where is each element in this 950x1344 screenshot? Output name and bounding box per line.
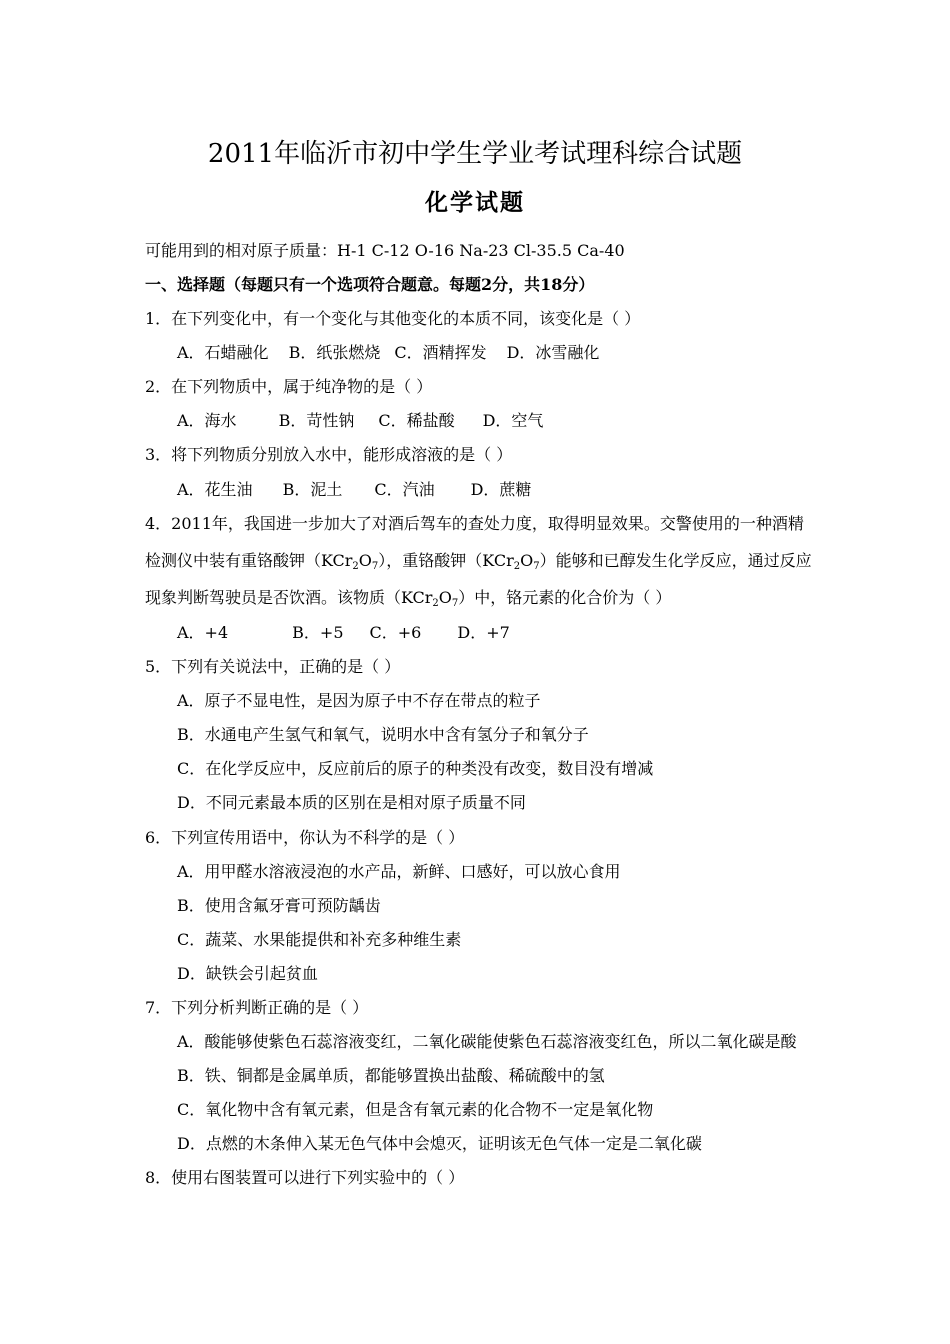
- option-b: B．泥土: [282, 480, 343, 499]
- question-7-option-a: A．酸能够使紫色石蕊溶液变红，二氧化碳能使紫色石蕊溶液变红色，所以二氧化碳是酸: [177, 1032, 797, 1051]
- question-5-option-a: A．原子不显电性，是因为原子中不存在带点的粒子: [177, 691, 541, 710]
- option-a: A．海水: [177, 411, 237, 430]
- question-1-stem: 1．在下列变化中，有一个变化与其他变化的本质不同，该变化是（ ）: [145, 309, 641, 328]
- question-4-line-3: 现象判断驾驶员是否饮酒。该物质$(KCr_2O_7)$中，铬元素的化合价为（ ）: [145, 588, 672, 609]
- question-6-option-d: D．缺铁会引起贫血: [177, 964, 318, 983]
- option-a: A．+4: [177, 623, 229, 642]
- question-7-option-b: B．铁、铜都是金属单质，都能够置换出盐酸、稀硫酸中的氢: [177, 1066, 605, 1085]
- option-a: A．花生油: [177, 480, 253, 499]
- question-4-line-2: 检测仪中装有重铬酸钾$(KCr_2O_7)$，重铬酸钾$(KCr_2O_7)$能够和已醇发生化学反应，通过反应: [145, 551, 812, 572]
- page-subtitle: 化学试题: [425, 189, 525, 216]
- question-3-options: [177, 480, 531, 500]
- question-7-option-c: C．氧化物中含有氧元素，但是含有氧元素的化合物不一定是氧化物: [177, 1100, 654, 1119]
- question-6-option-b: B．使用含氟牙膏可预防龋齿: [177, 896, 381, 915]
- question-5-option-c: C．在化学反应中，反应前后的原子的种类没有改变，数目没有增减: [177, 759, 654, 778]
- option-d: D．冰雪融化: [506, 343, 600, 362]
- question-6-option-a: A．用甲醛水溶液浸泡的水产品，新鲜、口感好，可以放心食用: [177, 862, 621, 881]
- question-2-options: [177, 411, 543, 431]
- option-d: D．蔗糖: [470, 480, 532, 499]
- option-a: A．石蜡融化: [177, 343, 269, 362]
- option-b: B．+5: [292, 623, 344, 642]
- option-b: B．苛性钠: [278, 411, 355, 430]
- question-8-stem: 8．使用右图装置可以进行下列实验中的（ ）: [145, 1168, 465, 1187]
- question-5-option-d: D．不同元素最本质的区别在是相对原子质量不同: [177, 793, 526, 812]
- question-1-options: [177, 343, 599, 363]
- option-c: C．酒精挥发: [394, 343, 487, 362]
- question-5-option-b: B．水通电产生氢气和氧气，说明水中含有氢分子和氧分子: [177, 725, 589, 744]
- option-c: C．+6: [369, 623, 422, 642]
- option-c: C．汽油: [374, 480, 435, 499]
- atomic-masses: 可能用到的相对原子质量：H-1 C-12 O-16 Na-23 Cl-35.5 Ca-40: [145, 241, 625, 260]
- page-title: 2011年临沂市初中学生学业考试理科综合试题: [207, 139, 743, 169]
- question-4-options: [177, 623, 510, 643]
- section-heading: 一、选择题（每题只有一个选项符合题意。每题2分，共18分）: [145, 275, 595, 294]
- question-6-option-c: C．蔬菜、水果能提供和补充多种维生素: [177, 930, 462, 949]
- question-2-stem: 2．在下列物质中，属于纯净物的是（ ）: [145, 377, 433, 396]
- question-5-stem: 5．下列有关说法中，正确的是（ ）: [145, 657, 401, 676]
- option-b: B．纸张燃烧: [288, 343, 381, 362]
- question-7-stem: 7．下列分析判断正确的是（ ）: [145, 998, 369, 1017]
- option-d: D．空气: [482, 411, 544, 430]
- question-6-stem: 6．下列宣传用语中，你认为不科学的是（ ）: [145, 828, 465, 847]
- option-d: D．+7: [457, 623, 510, 642]
- question-4-line-1: 4．2011年，我国进一步加大了对酒后驾车的查处力度，取得明显效果。交警使用的一种酒精: [145, 514, 804, 533]
- question-7-option-d: D．点燃的木条伸入某无色气体中会熄灭，证明该无色气体一定是二氧化碳: [177, 1134, 702, 1153]
- question-3-stem: 3．将下列物质分别放入水中，能形成溶液的是（ ）: [145, 445, 513, 464]
- option-c: C．稀盐酸: [378, 411, 455, 430]
